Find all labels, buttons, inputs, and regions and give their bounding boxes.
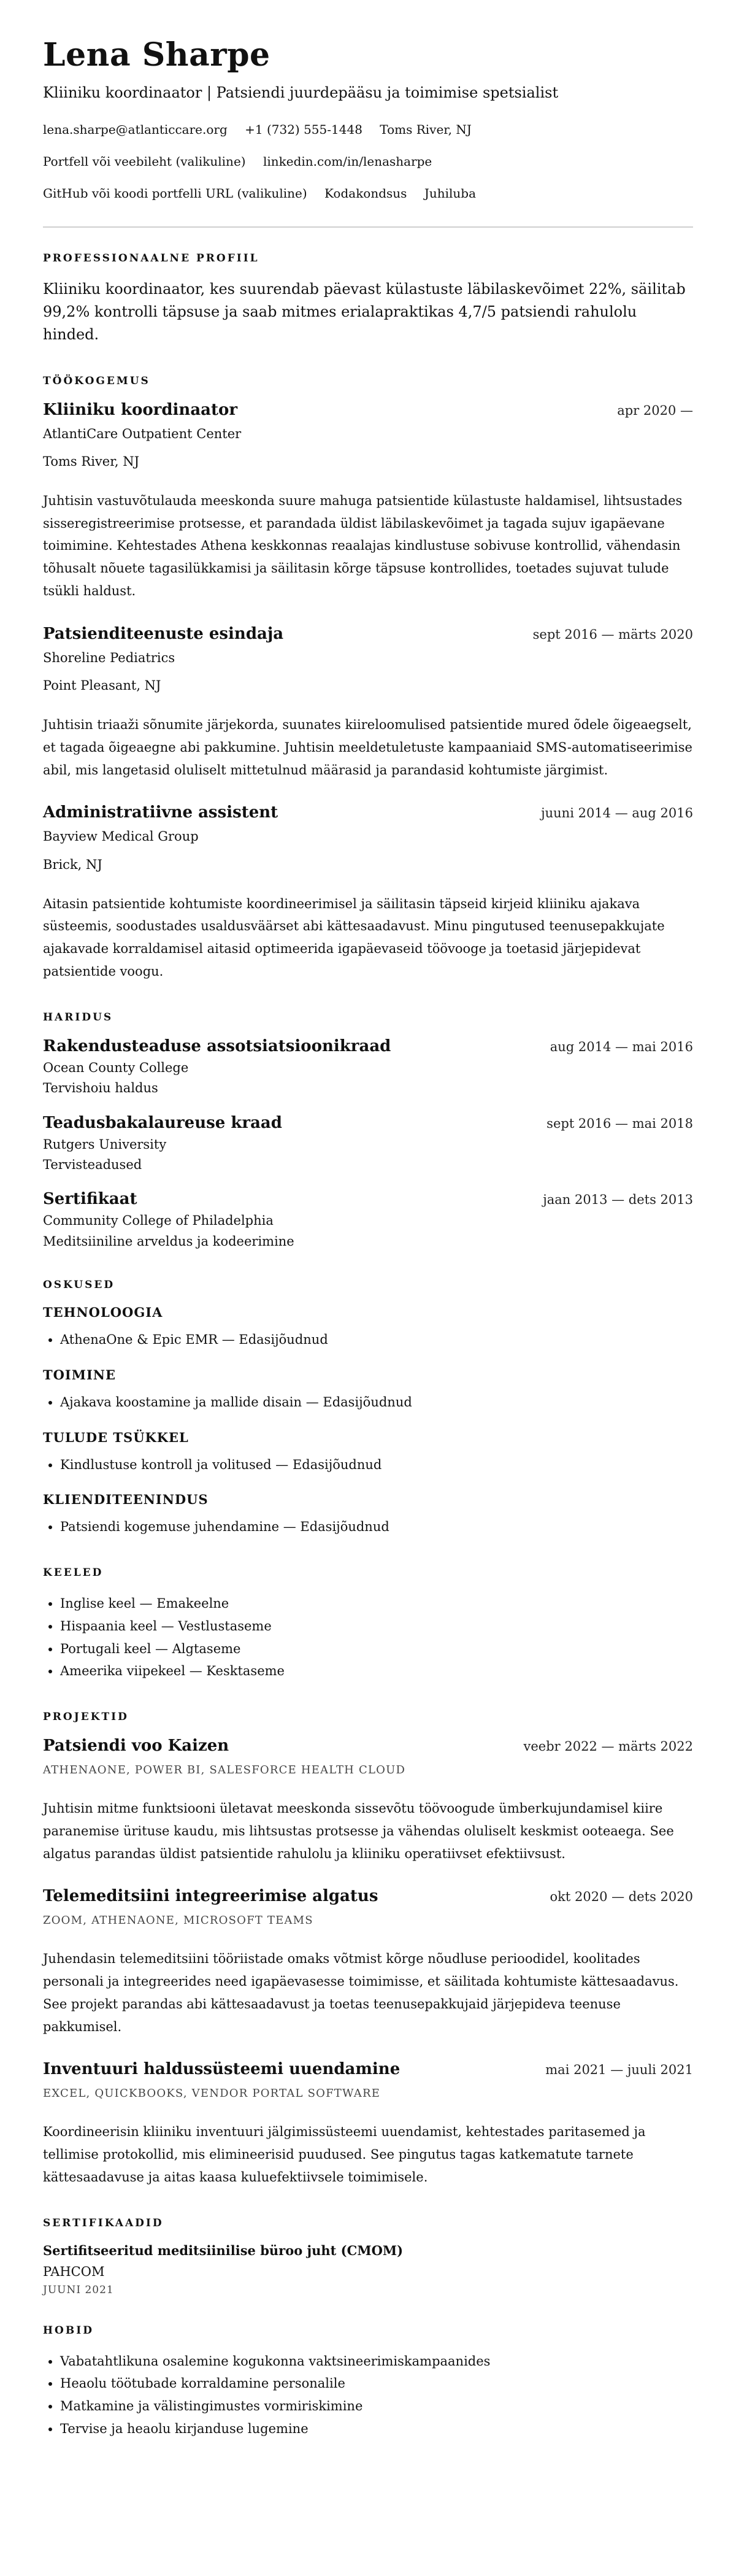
education-dates: aug 2014 — mai 2016 [550,1039,693,1054]
section-title: HARIDUS [43,1011,113,1024]
project-description: Juhendasin telemeditsiini tööriistade omaks võtmist kõrge nõudluse perioodidel, koolitades personali ja integreerides need igapäevasesse toimimisse, et säilitada kohtumiste kättesaadavus. See projekt parandas abi kättesaadavust ja toetas teenusepakkujaid järjepideva teenuse pakkumisel. [43,1951,679,2034]
job-title: Kliiniku koordinaator [43,400,238,419]
degree-title: Teadusbakalaureuse kraad [43,1113,282,1132]
skill-item: • Kindlustuse kontroll ja volitused — Edasijõudnud [60,1454,693,1476]
field-of-study: Meditsiiniline arveldus ja kodeerimine [43,1233,294,1249]
job-title: Administratiivne assistent [43,803,278,822]
contact-row [43,152,693,171]
skill-group-title: TULUDE TSÜKKEL [43,1429,189,1445]
skill-list [43,1328,693,1351]
project-description: Juhtisin mitme funktsiooni ületavat meeskonda sissevõtu töövoogude ümberkujundamisel kiire paranemise ürituse kaudu, mis lihtsustas protsesse ja vähendas oluliselt keskmist ooteaega. See algatus parandas üldist patsientide rahulolu ja kliiniku operatiivset efektiivsust. [43,1801,674,1861]
hobby-item: • Vabatahtlikuna osalemine kogukonna vaktsineerimiskampaanides [60,2350,693,2373]
phone-number[interactable]: +1 (732) 555-1448 [245,121,362,137]
education-entry [43,1037,693,1098]
job-dates: juuni 2014 — aug 2016 [541,806,693,821]
hobbies-section [43,2324,693,2440]
project-title: Telemeditsiini integreerimise algatus [43,1887,378,1906]
skill-group-title: KLIENDITEENINDUS [43,1492,209,1508]
skill-list [43,1391,693,1414]
project-technologies: ATHENAONE, POWER BI, SALESFORCE HEALTH CLOUD [43,1764,406,1777]
language-item: • Portugali keel — Algtaseme [60,1638,693,1660]
skill-item: • AthenaOne & Epic EMR — Edasijõudnud [60,1328,693,1351]
job-title: Patsienditeenuste esindaja [43,624,284,643]
section-title: PROFESSIONAALNE PROFIIL [43,252,259,264]
github-link[interactable]: GitHub või koodi portfelli URL (valikuline) [43,185,307,201]
languages-section [43,1567,693,1683]
job-description: Aitasin patsientide kohtumiste koordineerimisel ja säilitasin täpseid kirjeid kliiniku ajakava süsteemis, soodustades usaldusväärset abi kättesaadavust. Minu pingutused teenusepakkujate ajakavade korraldamisel aitasid optimeerida igapäevaseid töövooge ja toetasid järjepidevat patsientide voogu. [43,896,665,979]
project-entry [43,1887,693,2038]
experience-entry [43,803,693,982]
project-dates: mai 2021 — juuli 2021 [545,2062,693,2078]
certification-issuer: PAHCOM [43,2264,105,2279]
project-entry [43,1737,693,1865]
certification-title: Sertifitseeritud meditsiinilise büroo juht (CMOM) [43,2242,404,2258]
skill-list [43,1516,693,1538]
section-title: HOBID [43,2324,94,2337]
skill-item: • Patsiendi kogemuse juhendamine — Edasijõudnud [60,1516,693,1538]
section-title: KEELED [43,1567,104,1579]
education-entry [43,1190,693,1251]
project-title: Inventuuri haldussüsteemi uuendamine [43,2060,401,2079]
project-technologies: EXCEL, QUICKBOOKS, VENDOR PORTAL SOFTWARE [43,2087,381,2100]
hobby-item: • Matkamine ja välistingimustes vormiriskimine [60,2395,693,2418]
job-dates: sept 2016 — märts 2020 [532,627,693,642]
certification-date: JUUNI 2021 [43,2283,114,2296]
field-of-study: Tervisteadused [43,1157,142,1172]
header-divider [43,226,693,228]
project-technologies: ZOOM, ATHENAONE, MICROSOFT TEAMS [43,1914,313,1927]
profile-summary: Kliiniku koordinaator, kes suurendab päevast külastuste läbilaskevõimet 22%, säilitab 99,2% kontrolli täpsuse ja saab mitmes erialapraktikas 4,7/5 patsiendi rahulolu hinded. [43,280,686,344]
resume-header [43,37,693,203]
candidate-name: Lena Sharpe [43,36,270,74]
degree-title: Sertifikaat [43,1190,137,1209]
section-title: TÖÖKOGEMUS [43,374,150,387]
job-description: Juhtisin vastuvõtulauda meeskonda suure mahuga patsientide külastuste haldamisel, lihtsustades sisseregistreerimise protsesse, et parandada üldist läbilaskevõimet ja tagada sujuv igapäevane toimimine. Kehtestades Athena keskkonnas reaalajas kindlustuse sobivuse kontrollid, vähendasin tõhusalt nõuete tagasilükkamisi ja säilitasin kõrge täpsuse kontrollides, toetades sujuvat tulude tsükli haldust. [43,493,683,598]
language-item: • Ameerika viipekeel — Kesktaseme [60,1660,693,1683]
profile-section [43,252,693,347]
contact-row [43,183,693,203]
project-description: Koordineerisin kliiniku inventuuri jälgimissüsteemi uuendamist, kehtestades paritasemed ja tellimise protokollid, mis elimineerisid puudused. See pingutus tagas katkematute tarnete kättesaadavuse ja aitas kaasa kuluefektiivsele toimimisele. [43,2124,646,2185]
project-dates: okt 2020 — dets 2020 [550,1889,693,1905]
company-name: Shoreline Pediatrics [43,650,175,665]
education-dates: sept 2016 — mai 2018 [546,1116,693,1131]
location-text: Toms River, NJ [380,121,472,137]
driver-license-text: Juhiluba [424,185,476,201]
contact-row [43,120,693,139]
field-of-study: Tervishoiu haldus [43,1081,158,1096]
portfolio-link[interactable]: Portfell või veebileht (valikuline) [43,153,246,169]
school-name: Rutgers University [43,1136,167,1152]
skills-section [43,1279,693,1538]
education-section [43,1011,693,1251]
project-entry [43,2060,693,2188]
experience-entry [43,625,693,782]
job-dates: apr 2020 — [617,403,693,418]
language-list [43,1592,693,1683]
company-name: AtlantiCare Outpatient Center [43,426,242,441]
school-name: Community College of Philadelphia [43,1213,274,1228]
job-location: Point Pleasant, NJ [43,678,161,693]
certifications-section [43,2217,693,2296]
email-link[interactable]: lena.sharpe@atlanticcare.org [43,121,228,137]
company-name: Bayview Medical Group [43,829,199,844]
projects-section [43,1711,693,2189]
citizenship-text: Kodakondsus [324,185,407,201]
education-entry [43,1114,693,1174]
candidate-headline: Kliiniku koordinaator | Patsiendi juurdepääsu ja toimimise spetsialist [43,83,559,101]
job-location: Brick, NJ [43,857,102,872]
job-description: Juhtisin triaaži sõnumite järjekorda, suunates kiireloomulised patsientide mured õdele õigeaegselt, et tagada õigeaegne abi pakkumine. Juhtisin meeldetuletuste kampaaniaid SMS-automatiseerimise abil, mis langetasid oluliselt mittetulnud määrasid ja parandasid kohtumiste järgimist. [43,717,692,777]
education-dates: jaan 2013 — dets 2013 [543,1192,693,1208]
experience-section [43,375,693,983]
skill-list [43,1454,693,1476]
certification-entry [43,2243,693,2296]
hobby-item: • Tervise ja heaolu kirjanduse lugemine [60,2418,693,2440]
language-item: • Inglise keel — Emakeelne [60,1592,693,1615]
skill-group-title: TEHNOLOOGIA [43,1305,163,1321]
project-title: Patsiendi voo Kaizen [43,1737,229,1756]
hobby-list [43,2350,693,2440]
section-title: OSKUSED [43,1279,115,1292]
section-title: PROJEKTID [43,1711,129,1724]
job-location: Toms River, NJ [43,453,140,469]
skill-item: • Ajakava koostamine ja mallide disain — Edasijõudnud [60,1391,693,1414]
language-item: • Hispaania keel — Vestlustaseme [60,1615,693,1638]
section-title: SERTIFIKAADID [43,2216,164,2229]
hobby-item: • Heaolu töötubade korraldamine personalile [60,2372,693,2395]
skill-group-title: TOIMINE [43,1367,117,1382]
experience-entry [43,401,693,603]
degree-title: Rakendusteaduse assotsiatsioonikraad [43,1036,391,1055]
school-name: Ocean County College [43,1060,189,1075]
linkedin-link[interactable]: linkedin.com/in/lenasharpe [263,153,432,169]
project-dates: veebr 2022 — märts 2022 [523,1739,693,1754]
